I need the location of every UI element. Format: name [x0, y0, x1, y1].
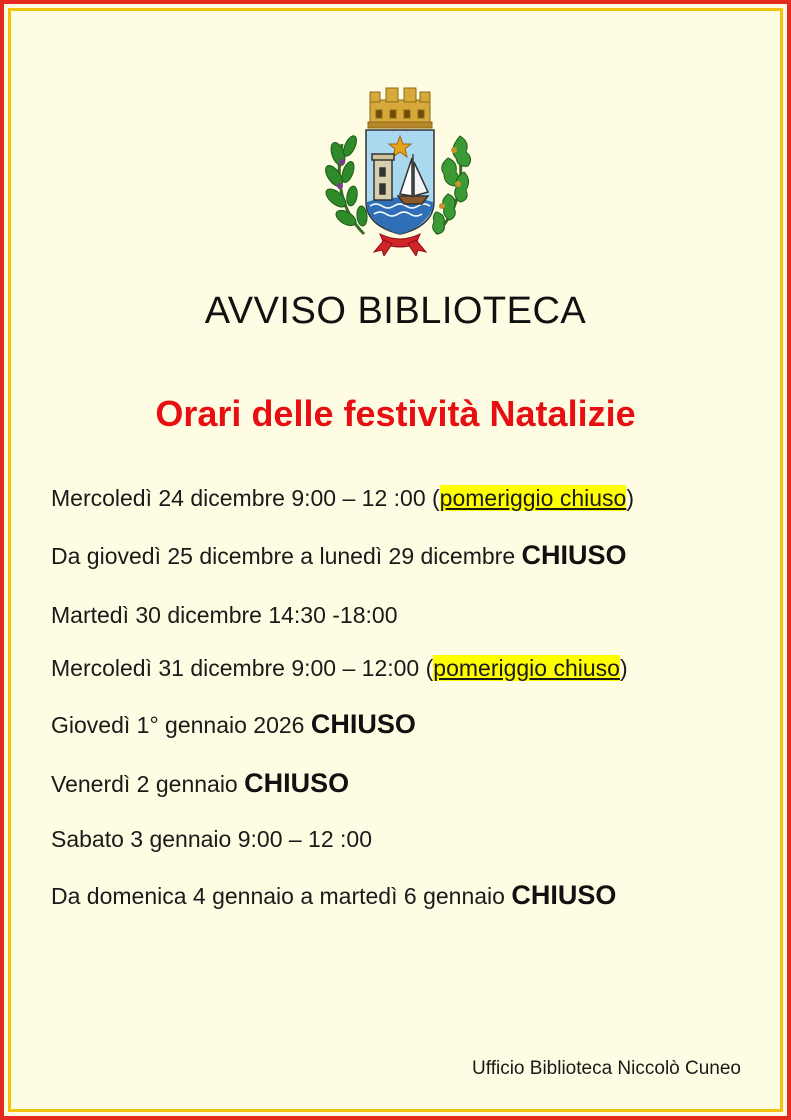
schedule-item-suffix: )	[619, 655, 628, 681]
schedule-item-text: Da domenica 4 gennaio a martedì 6 gennaio	[51, 883, 512, 909]
schedule-item-text: Da giovedì 25 dicembre a lunedì 29 dicembre	[51, 543, 522, 569]
schedule-item	[51, 708, 416, 741]
highlight-note: pomeriggio chiuso	[439, 485, 627, 511]
laurel-branch-left	[324, 134, 368, 234]
oak-branch-right	[433, 136, 471, 234]
mural-crown	[368, 88, 432, 128]
schedule-item-text: Venerdì 2 gennaio	[51, 771, 245, 797]
schedule-item-text: Mercoledì 31 dicembre 9:00 – 12:00 (	[51, 655, 434, 681]
schedule-item-text: Mercoledì 24 dicembre 9:00 – 12 :00 (	[51, 485, 440, 511]
page-subtitle: Orari delle festività Natalizie	[155, 393, 636, 434]
highlight-note: pomeriggio chiuso	[433, 655, 620, 681]
closed-status: CHIUSO	[310, 709, 416, 739]
schedule-item	[51, 767, 349, 800]
schedule-item-text: Martedì 30 dicembre 14:30 -18:00	[51, 602, 398, 628]
schedule-item	[51, 823, 372, 855]
schedule-item	[51, 539, 627, 572]
schedule-item	[51, 599, 397, 631]
schedule-item-text: Giovedì 1° gennaio 2026	[51, 712, 311, 738]
coat-of-arms-emblem	[324, 84, 476, 256]
shield	[366, 130, 434, 234]
closed-status: CHIUSO	[511, 880, 617, 910]
schedule-item	[51, 652, 628, 684]
schedule-item	[51, 879, 616, 912]
closed-status: CHIUSO	[521, 540, 627, 570]
ribbon	[374, 234, 426, 256]
office-signature: Ufficio Biblioteca Niccolò Cuneo	[472, 1058, 741, 1079]
schedule-item	[51, 482, 634, 514]
page-title: AVVISO BIBLIOTECA	[204, 290, 587, 332]
schedule-item-suffix: )	[626, 485, 635, 511]
closed-status: CHIUSO	[244, 768, 350, 798]
schedule-item-text: Sabato 3 gennaio 9:00 – 12 :00	[51, 826, 373, 852]
